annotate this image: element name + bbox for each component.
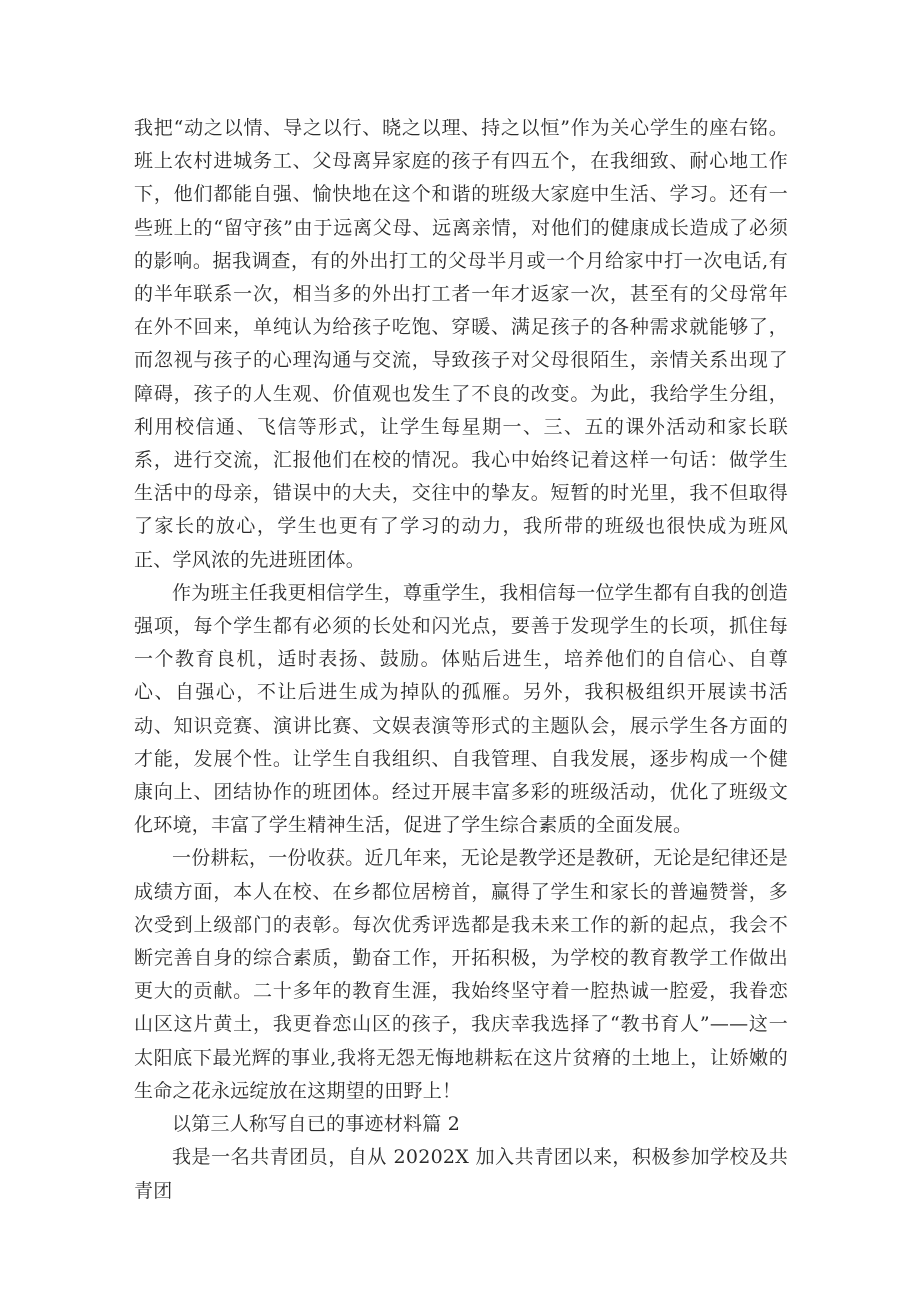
document-body [134, 112, 788, 1208]
paragraph-2: 作为班主任我更相信学生，尊重学生，我相信每一位学生都有自我的创造强项，每个学生都有必须的长处和闪光点，要善于发现学生的长项，抓住每一个教育良机，适时表扬、鼓励。体贴后进生，培养他们的自信心、自尊心、自强心，不让后进生成为掉队的孤雁。另外，我积极组织开展读书活动、知识竞赛、演讲比赛、文娱表演等形式的主题队会，展示学生各方面的才能，发展个性。让学生自我组织、自我管理、自我发展，逐步构成一个健康向上、团结协作的班团体。经过开展丰富多彩的班级活动，优化了班级文化环境，丰富了学生精神生活，促进了学生综合素质的全面发展。 [134, 581, 789, 837]
paragraph-4: 我是一名共青团员，自从 20202X 加入共青团以来，积极参加学校及共青团 [134, 1146, 788, 1202]
section-heading: 以第三人称写自已的事迹材料篇 2 [172, 1113, 461, 1136]
paragraph-1: 我把“动之以情、导之以行、晓之以理、持之以恒”作为关心学生的座右铭。班上农村进城务工、父母离异家庭的孩子有四五个，在我细致、耐心地工作下，他们都能自强、愉快地在这个和谐的班级大家庭中生活、学习。还有一些班上的“留守孩”由于远离父母、远离亲情，对他们的健康成长造成了必须的影响。据我调查，有的外出打工的父母半月或一个月给家中打一次电话,有的半年联系一次，相当多的外出打工者一年才返家一次，甚至有的父母常年在外不回来，单纯认为给孩子吃饱、穿暖、满足孩子的各种需求就能够了，而忽视与孩子的心理沟通与交流，导致孩子对父母很陌生，亲情关系出现了障碍，孩子的人生观、价值观也发生了不良的改变。为此，我给学生分组，利用校信通、飞信等形式，让学生每星期一、三、五的课外活动和家长联系，进行交流，汇报他们在校的情况。我心中始终记着这样一句话：做学生生活中的母亲，错误中的大夫，交往中的挚友。短暂的时光里，我不但取得了家长的放心，学生也更有了学习的动力，我所带的班级也很快成为班风正、学风浓的先进班团体。 [134, 117, 788, 571]
paragraph-3: 一份耕耘，一份收获。近几年来，无论是教学还是教研，无论是纪律还是成绩方面，本人在校、在乡都位居榜首，赢得了学生和家长的普遍赞誉，多次受到上级部门的表彰。每次优秀评选都是我未来工作的新的起点，我会不断完善自身的综合素质，勤奋工作，开拓积极，为学校的教育教学工作做出更大的贡献。二十多年的教育生涯，我始终坚守着一腔热诚一腔爱，我眷恋山区这片黄土，我更眷恋山区的孩子，我庆幸我选择了“教书育人”——这一太阳底下最光辉的事业,我将无怨无悔地耕耘在这片贫瘠的土地上，让娇嫩的生命之花永远绽放在这期望的田野上！ [134, 847, 789, 1102]
